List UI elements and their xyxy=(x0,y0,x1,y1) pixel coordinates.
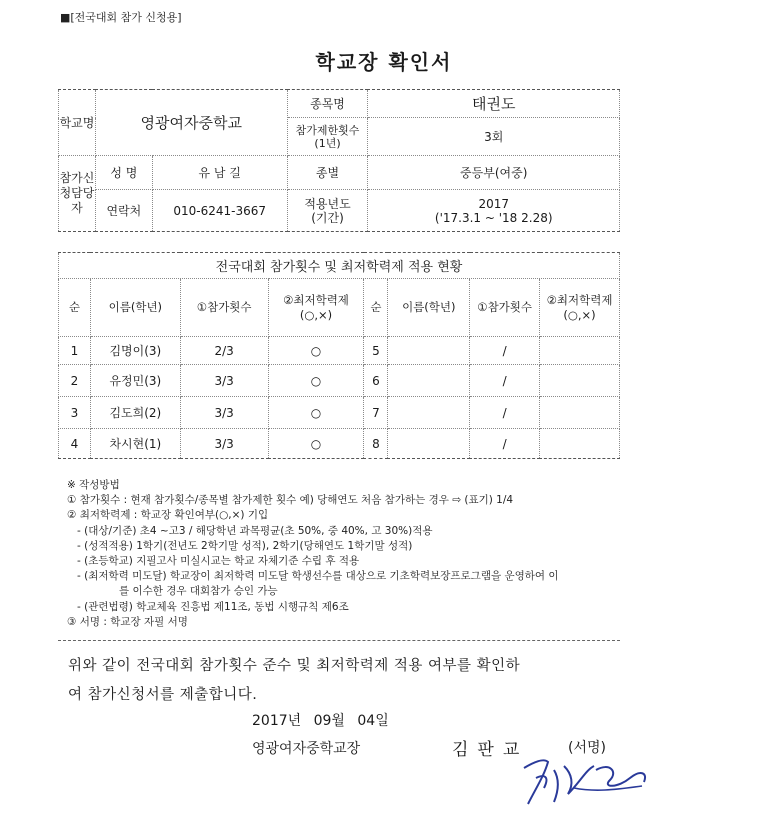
page-title: 학교장 확인서 xyxy=(315,50,453,74)
row-name xyxy=(388,397,470,429)
note-subitem-cont: 를 이수한 경우 대회참가 승인 가능 xyxy=(119,585,278,598)
row-name: 유정민(3) xyxy=(90,365,180,397)
header-name: 이름(학년) xyxy=(388,279,470,337)
row-count: / xyxy=(470,429,540,459)
table-row xyxy=(59,365,620,397)
records-caption: 전국대회 참가횟수 및 최저학력제 적용 현황 xyxy=(59,253,620,279)
row-mark: ○ xyxy=(268,337,364,365)
note-item: ③ 서명 : 학교장 자필 서명 xyxy=(67,615,188,628)
info-table xyxy=(58,89,620,232)
contact-label: 참가신청담당자 xyxy=(59,156,96,232)
header-min-level: ②최저학력제 (○,×) xyxy=(268,279,364,337)
year-label: 적용년도 (기간) xyxy=(287,190,368,232)
row-no: 7 xyxy=(364,397,388,429)
row-count: 2/3 xyxy=(180,337,268,365)
row-name: 김도희(2) xyxy=(90,397,180,429)
header-count: ①참가횟수 xyxy=(180,279,268,337)
phone-label: 연락처 xyxy=(95,190,152,232)
row-no: 3 xyxy=(59,397,91,429)
note-heading: ※ 작성방법 xyxy=(67,479,120,491)
confirmation-statement: 위와 같이 전국대회 참가횟수 준수 및 최저학력제 적용 여부를 확인하 여 참가신청서를 제출합니다. xyxy=(68,658,521,703)
row-mark xyxy=(540,337,620,365)
row-count: / xyxy=(470,337,540,365)
note-subitem: - (성적적용) 1학기(전년도 2학기말 성적), 2학기(당해연도 1학기말 성적) xyxy=(77,539,413,552)
row-name: 김명이(3) xyxy=(90,337,180,365)
note-subitem: - (대상/기준) 초4 ~고3 / 해당학년 과목평균(초 50%, 중 40%, 고 30%)적용 xyxy=(77,524,433,537)
row-no: 1 xyxy=(59,337,91,365)
handwritten-signature-icon xyxy=(514,748,654,810)
row-mark: ○ xyxy=(268,429,364,459)
table-row xyxy=(59,337,620,365)
limit-label: 참가제한횟수 (1년) xyxy=(287,118,368,156)
row-count: / xyxy=(470,397,540,429)
header-no: 순 xyxy=(59,279,91,337)
row-mark xyxy=(540,365,620,397)
row-mark xyxy=(540,429,620,459)
table-row xyxy=(59,429,620,459)
name-label: 성 명 xyxy=(95,156,152,190)
document-tag: ■[전국대회 참가 신청용] xyxy=(60,11,182,24)
category-value: 중등부(여중) xyxy=(368,156,620,190)
row-mark: ○ xyxy=(268,365,364,397)
limit-value: 3회 xyxy=(368,118,620,156)
phone-value: 010-6241-3667 xyxy=(152,190,287,232)
signature-label: (서명) xyxy=(568,740,606,756)
row-count: 3/3 xyxy=(180,365,268,397)
divider xyxy=(58,640,620,641)
row-name: 차시현(1) xyxy=(90,429,180,459)
records-table xyxy=(58,252,620,459)
row-no: 2 xyxy=(59,365,91,397)
row-name xyxy=(388,337,470,365)
row-no: 8 xyxy=(364,429,388,459)
row-mark: ○ xyxy=(268,397,364,429)
note-subitem: - (최저학력 미도달) 학교장이 최저학력 미도달 학생선수를 대상으로 기초학력보장프로그램을 운영하여 이 xyxy=(77,570,559,583)
header-no: 순 xyxy=(364,279,388,337)
row-name xyxy=(388,365,470,397)
table-row xyxy=(59,397,620,429)
school-name: 영광여자중학교 xyxy=(95,90,287,156)
note-item: ① 참가횟수 : 현재 참가횟수/종목별 참가제한 횟수 예) 당해연도 처음 참가하는 경우 ⇨ (표기) 1/4 xyxy=(67,494,514,507)
header-min-level: ②최저학력제 (○,×) xyxy=(540,279,620,337)
row-no: 5 xyxy=(364,337,388,365)
row-count: 3/3 xyxy=(180,429,268,459)
name-value: 유 남 길 xyxy=(152,156,287,190)
row-count: 3/3 xyxy=(180,397,268,429)
event-value: 태권도 xyxy=(368,90,620,118)
event-label: 종목명 xyxy=(287,90,368,118)
school-principal-title: 영광여자중학교장 xyxy=(252,741,361,757)
year-value: 2017 ('17.3.1 ~ '18 2.28) xyxy=(368,190,620,232)
note-subitem: - (관련법령) 학교체육 진흥법 제11조, 동법 시행규칙 제6조 xyxy=(77,600,349,613)
header-name: 이름(학년) xyxy=(90,279,180,337)
date: 2017년 09월 04일 xyxy=(252,713,389,729)
row-name xyxy=(388,429,470,459)
row-mark xyxy=(540,397,620,429)
row-no: 6 xyxy=(364,365,388,397)
note-item: ② 최저학력제 : 학교장 확인여부(○,×) 기입 xyxy=(67,509,269,522)
header-count: ①참가횟수 xyxy=(470,279,540,337)
row-count: / xyxy=(470,365,540,397)
category-label: 종별 xyxy=(287,156,368,190)
note-subitem: - (초등학교) 지필고사 미실시교는 학교 자체기준 수립 후 적용 xyxy=(77,555,360,568)
school-label: 학교명 xyxy=(59,90,96,156)
row-no: 4 xyxy=(59,429,91,459)
principal-name: 김판교 xyxy=(452,740,529,760)
writing-instructions xyxy=(67,478,627,630)
